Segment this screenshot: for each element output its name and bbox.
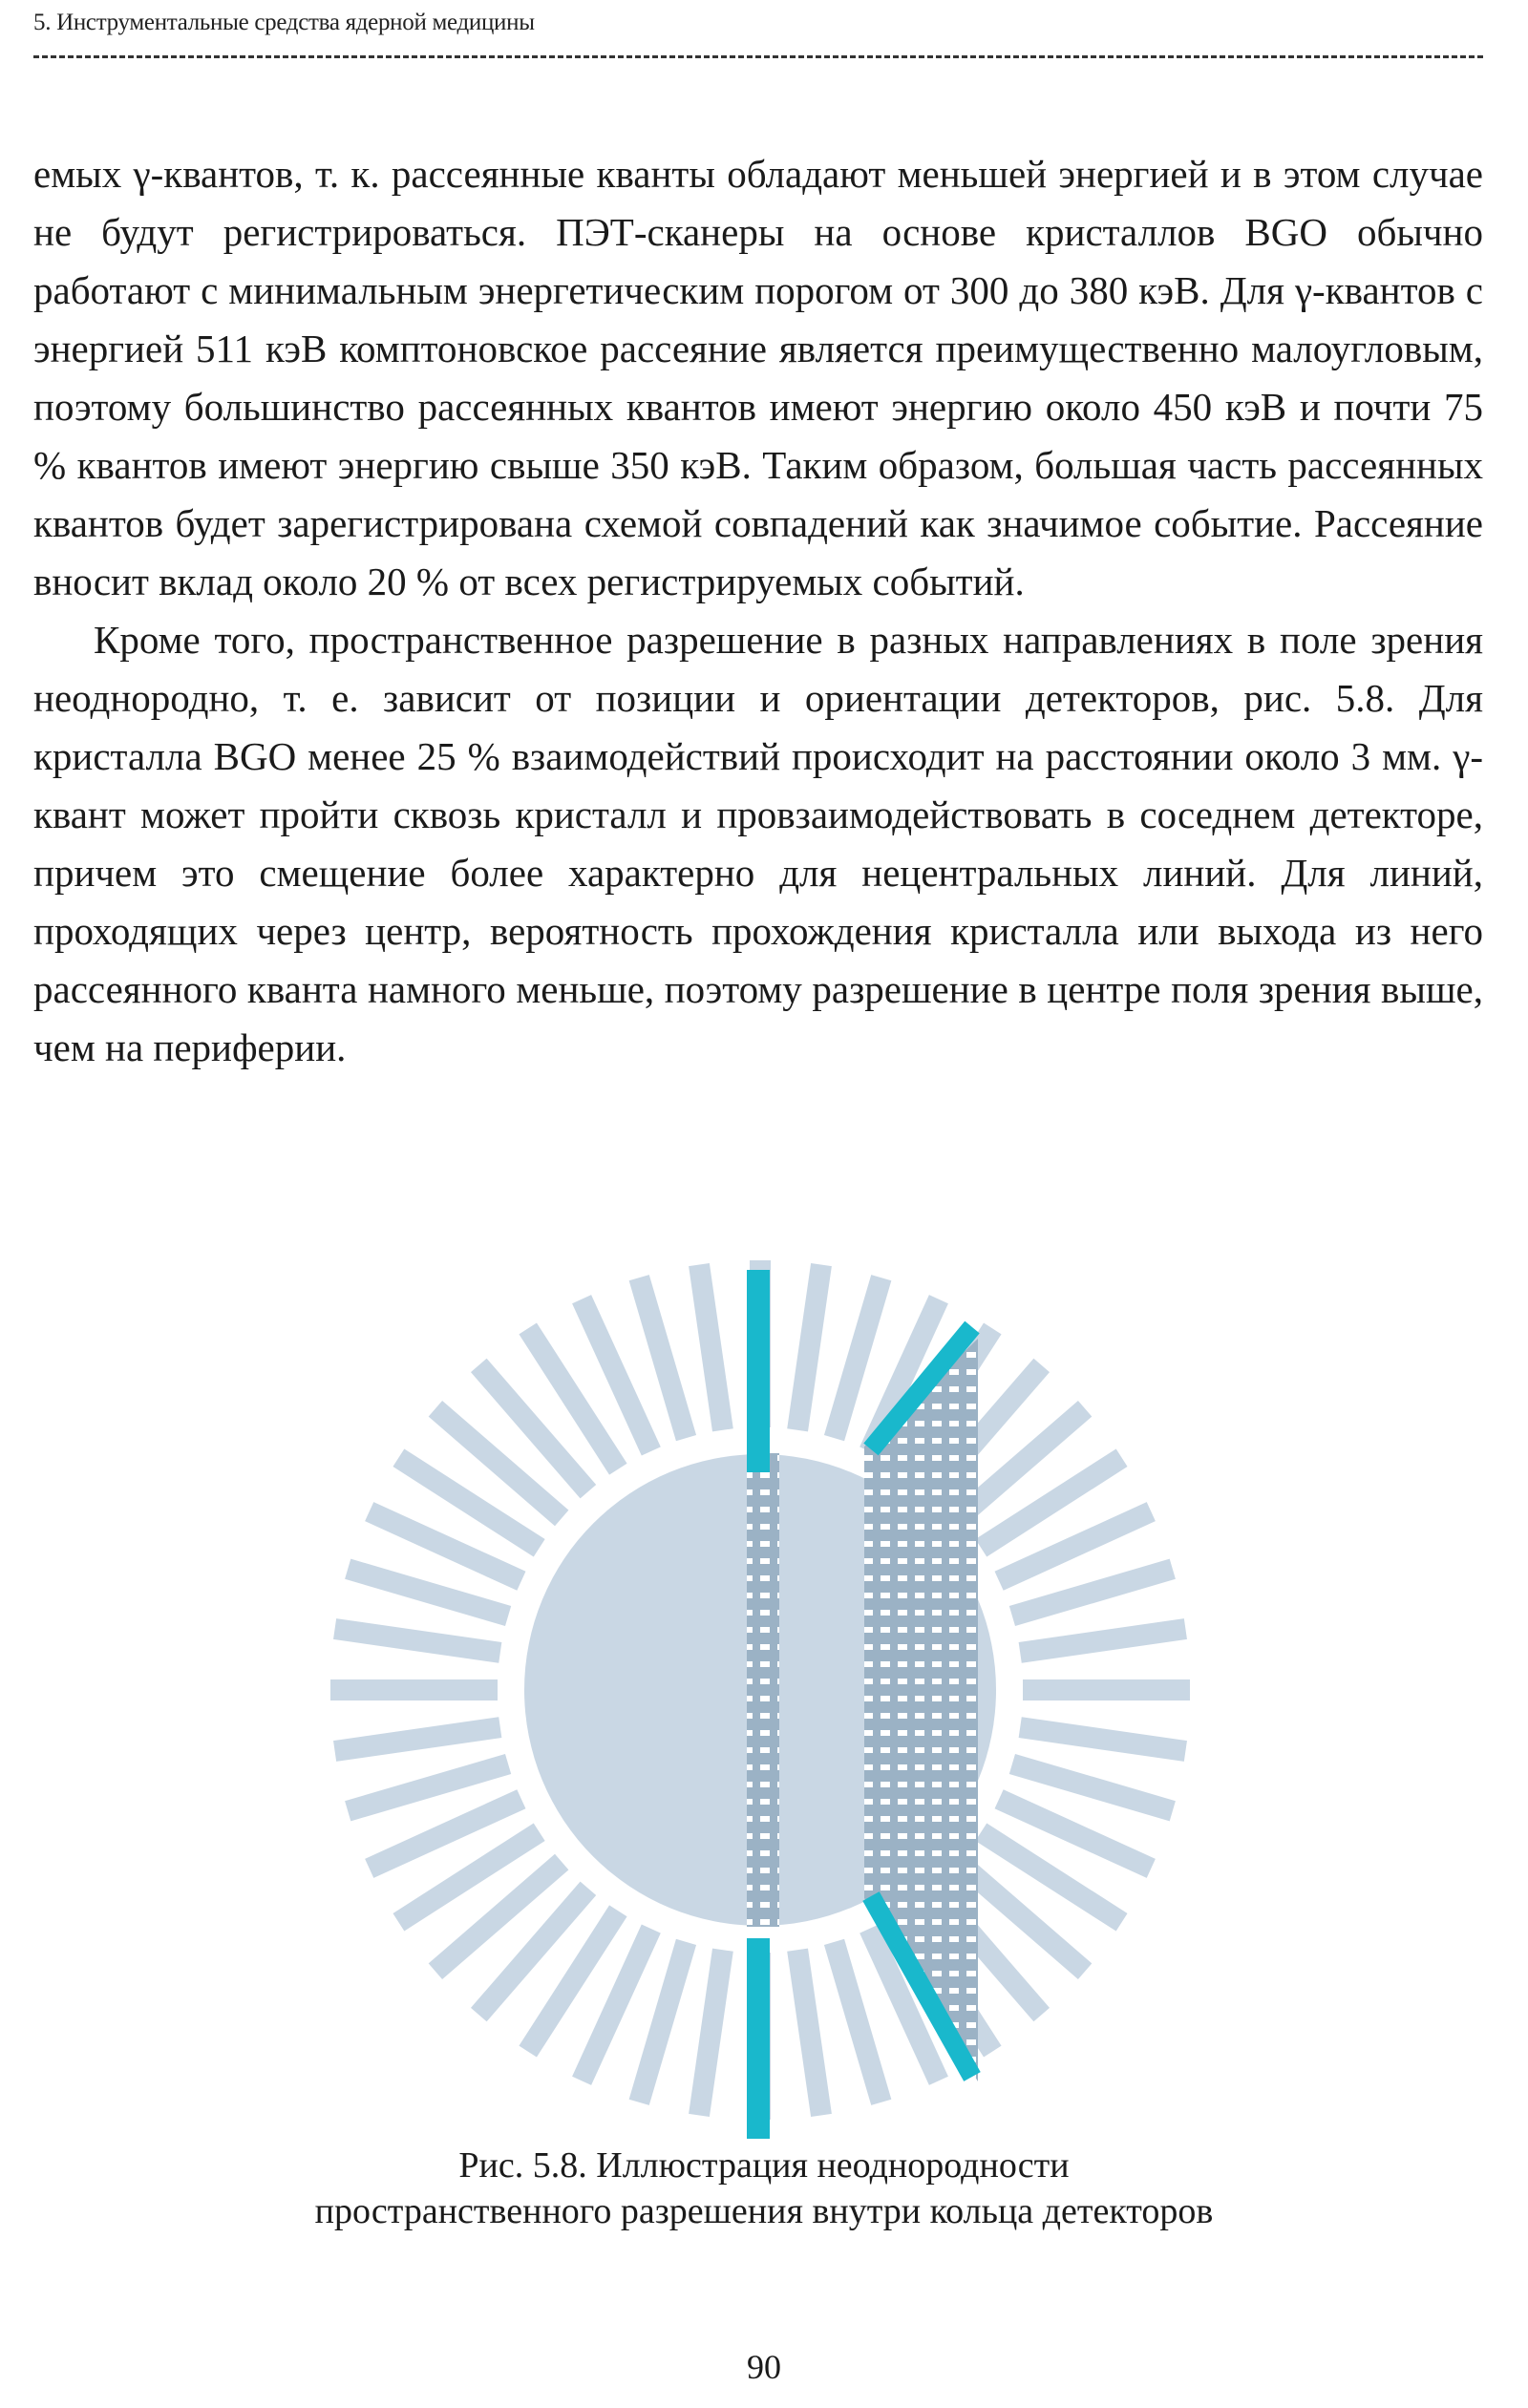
central-detector-bottom <box>747 1938 770 2139</box>
central-response-dots <box>747 1453 779 1927</box>
body-text <box>33 145 1483 1077</box>
detector-element <box>639 1942 686 2102</box>
detector-element <box>699 1950 723 2115</box>
detector-element <box>1020 1727 1185 1751</box>
detector-element <box>639 1278 686 1438</box>
detector-element <box>797 1265 821 1430</box>
figure-caption <box>0 2143 1528 2234</box>
paragraph-2: Кроме того, пространственное разрешение в разных направлениях в поле зрения неоднородно, т. е. зависит от позиции и ориентации детекторов, рис. 5.8. Для кристалла BGO менее 25 % взаимодействий происходит на расстоянии около 3 мм. γ-квант может пройти сквозь кристалл и провзаимодействовать в соседнем детекторе, причем это смещение более характерно для нецентральных линий. Для линий, проходящих через центр, вероятность прохождения кристалла или выхода из него рассеянного кванта намного меньше, поэтому разрешение в центре поля зрения выше, чем на периферии. <box>33 618 1483 1069</box>
detector-element <box>835 1942 881 2102</box>
detector-element <box>1012 1764 1173 1811</box>
detector-element <box>835 1278 881 1438</box>
caption-line-2: пространственного разрешения внутри кольца детекторов <box>314 2191 1214 2231</box>
detector-element <box>335 1629 500 1653</box>
detector-element <box>1020 1629 1185 1653</box>
caption-line-1: Рис. 5.8. Иллюстрация неоднородности <box>458 2145 1070 2186</box>
detector-element <box>797 1950 821 2115</box>
running-title: 5. Инструментальные средства ядерной медицины <box>33 10 535 35</box>
detector-ring-figure <box>0 1260 1528 2139</box>
detector-element <box>348 1569 508 1616</box>
detector-element <box>348 1764 508 1811</box>
detector-element <box>335 1727 500 1751</box>
header-divider <box>33 55 1483 58</box>
page-number: 90 <box>747 2348 781 2386</box>
detector-element <box>699 1265 723 1430</box>
detector-element <box>1012 1569 1173 1616</box>
paragraph-1: емых γ-квантов, т. к. рассеянные кванты обладают меньшей энергией и в этом случае не будут регистрироваться. ПЭТ-сканеры на основе кристаллов BGO обычно работают с минимальным энергетическим порогом от 300 до 380 кэВ. Для γ-квантов с энергией 511 кэВ комптоновское рассеяние является преимущественно малоугловым, поэтому большинство рассеянных квантов имеют энергию около 450 кэВ и почти 75 % квантов имеют энергию свыше 350 кэВ. Таким образом, большая часть рассеянных квантов будет зарегистрирована схемой совпадений как значимое событие. Рассеяние вносит вклад около 20 % от всех регистрируемых событий. <box>33 152 1483 603</box>
central-detector-top <box>747 1270 770 1472</box>
